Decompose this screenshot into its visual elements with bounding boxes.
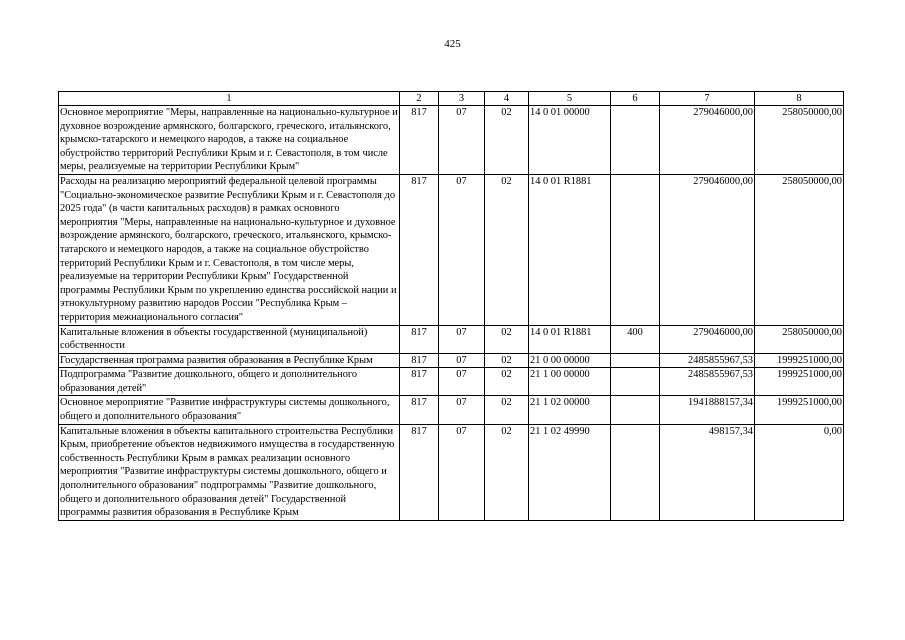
expense-type-cell: 400 — [611, 325, 660, 353]
amount-cell: 279046000,00 — [660, 106, 755, 175]
row-name-cell: Капитальные вложения в объекты капитального строительства Республики Крым, приобретение объектов недвижимого имущества в государственную собственность Республики Крым в рамках реализации основного мероприятия "Развитие инфраструктуры системы дошкольного, общего и дополнительного образования" подпрограммы "Развитие дошкольного, общего и дополнительного образования детей" Государственной программы развития образования в Республике Крым — [59, 424, 400, 520]
column-header: 6 — [611, 92, 660, 106]
expense-type-cell — [611, 396, 660, 424]
amount-cell: 0,00 — [755, 424, 844, 520]
subsection-code-cell: 02 — [485, 424, 529, 520]
section-code-cell: 07 — [439, 325, 485, 353]
amount-cell: 2485855967,53 — [660, 353, 755, 368]
row-name-cell: Расходы на реализацию мероприятий федеральной целевой программы "Социально-экономическое развитие Республики Крым и г. Севастополя до 2025 года" (в части капитальных расходов) в рамках основного мероприятия "Меры, направленные на национально-культурное и духовное возрождение армянского, болгарского, греческого, итальянского, крымско-татарского и немецкого народов, а также на социальное обустройство территорий Республики Крым и г. Севастополя, в том числе меры, реализуемые на территории Республики Крым" Государственной программы Республики Крым по укреплению единства российской нации и этнокультурному развитию народов России "Республика Крым – территория межнационального согласия" — [59, 174, 400, 325]
target-article-cell: 21 0 00 00000 — [529, 353, 611, 368]
subsection-code-cell: 02 — [485, 368, 529, 396]
ministry-code-cell: 817 — [400, 353, 439, 368]
ministry-code-cell: 817 — [400, 424, 439, 520]
target-article-cell: 21 1 02 00000 — [529, 396, 611, 424]
row-name-cell: Основное мероприятие "Меры, направленные на национально-культурное и духовное возрождение армянского, болгарского, греческого, итальянского, крымско-татарского и немецкого народов, а также на социальное обустройство территорий Республики Крым и г. Севастополя, в том числе меры, реализуемые на территории Республики Крым" — [59, 106, 400, 175]
budget-table — [58, 91, 844, 521]
row-name-cell: Подпрограмма "Развитие дошкольного, общего и дополнительного образования детей" — [59, 368, 400, 396]
column-header: 1 — [59, 92, 400, 106]
expense-type-cell — [611, 368, 660, 396]
section-code-cell: 07 — [439, 353, 485, 368]
amount-cell: 2485855967,53 — [660, 368, 755, 396]
target-article-cell: 21 1 00 00000 — [529, 368, 611, 396]
table-row — [59, 106, 844, 175]
table-row — [59, 353, 844, 368]
table-row — [59, 424, 844, 520]
subsection-code-cell: 02 — [485, 106, 529, 175]
ministry-code-cell: 817 — [400, 174, 439, 325]
table-row — [59, 325, 844, 353]
target-article-cell: 14 0 01 R1881 — [529, 325, 611, 353]
amount-cell: 258050000,00 — [755, 174, 844, 325]
subsection-code-cell: 02 — [485, 353, 529, 368]
column-header: 3 — [439, 92, 485, 106]
ministry-code-cell: 817 — [400, 368, 439, 396]
amount-cell: 1999251000,00 — [755, 368, 844, 396]
amount-cell: 498157,34 — [660, 424, 755, 520]
amount-cell: 279046000,00 — [660, 325, 755, 353]
amount-cell: 1941888157,34 — [660, 396, 755, 424]
column-header: 7 — [660, 92, 755, 106]
ministry-code-cell: 817 — [400, 325, 439, 353]
table-row — [59, 368, 844, 396]
ministry-code-cell: 817 — [400, 106, 439, 175]
target-article-cell: 21 1 02 49990 — [529, 424, 611, 520]
expense-type-cell — [611, 106, 660, 175]
expense-type-cell — [611, 424, 660, 520]
expense-type-cell — [611, 353, 660, 368]
table-row — [59, 174, 844, 325]
row-name-cell: Капитальные вложения в объекты государственной (муниципальной) собственности — [59, 325, 400, 353]
section-code-cell: 07 — [439, 174, 485, 325]
column-header: 5 — [529, 92, 611, 106]
ministry-code-cell: 817 — [400, 396, 439, 424]
table-row — [59, 396, 844, 424]
row-name-cell: Основное мероприятие "Развитие инфраструктуры системы дошкольного, общего и дополнительного образования" — [59, 396, 400, 424]
subsection-code-cell: 02 — [485, 325, 529, 353]
column-header: 8 — [755, 92, 844, 106]
amount-cell: 258050000,00 — [755, 325, 844, 353]
target-article-cell: 14 0 01 00000 — [529, 106, 611, 175]
row-name-cell: Государственная программа развития образования в Республике Крым — [59, 353, 400, 368]
table-header-row — [59, 92, 844, 106]
expense-type-cell — [611, 174, 660, 325]
subsection-code-cell: 02 — [485, 174, 529, 325]
page-number: 425 — [444, 38, 461, 50]
amount-cell: 258050000,00 — [755, 106, 844, 175]
section-code-cell: 07 — [439, 368, 485, 396]
amount-cell: 279046000,00 — [660, 174, 755, 325]
section-code-cell: 07 — [439, 396, 485, 424]
section-code-cell: 07 — [439, 424, 485, 520]
target-article-cell: 14 0 01 R1881 — [529, 174, 611, 325]
section-code-cell: 07 — [439, 106, 485, 175]
amount-cell: 1999251000,00 — [755, 396, 844, 424]
column-header: 2 — [400, 92, 439, 106]
amount-cell: 1999251000,00 — [755, 353, 844, 368]
column-header: 4 — [485, 92, 529, 106]
subsection-code-cell: 02 — [485, 396, 529, 424]
